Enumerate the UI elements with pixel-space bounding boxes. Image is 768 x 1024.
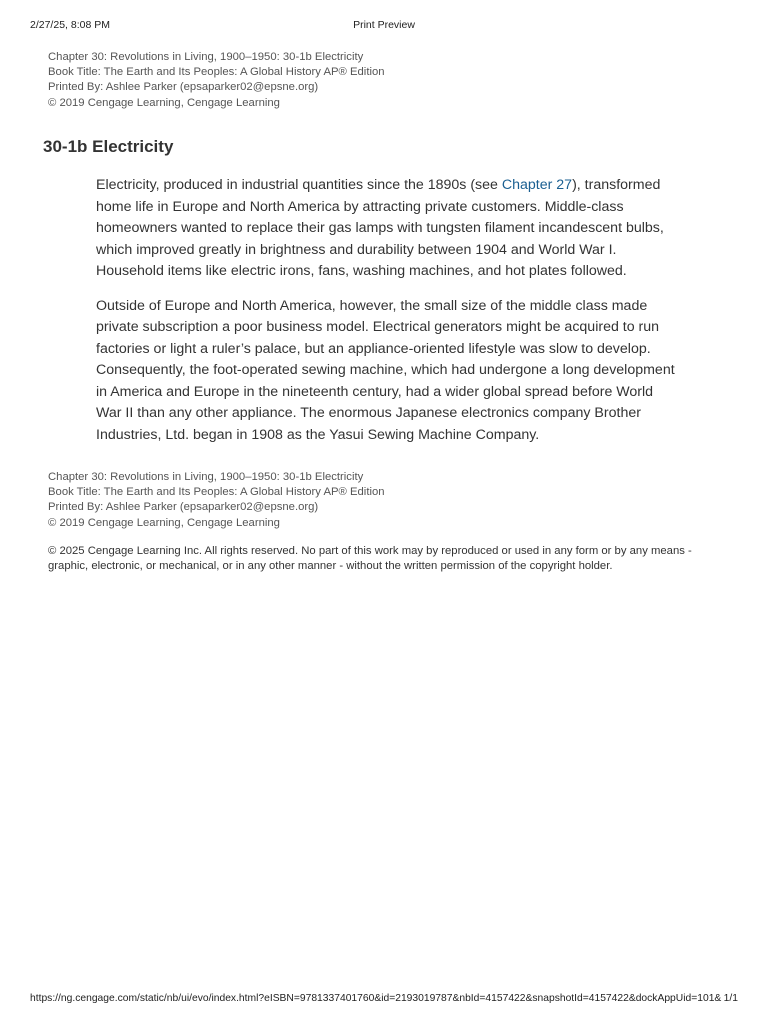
citation-copyright: © 2019 Cengage Learning, Cengage Learning (48, 96, 280, 109)
chapter-27-link[interactable]: Chapter 27 (501, 177, 573, 193)
paragraph-1-text-start: Electricity, produced in industrial quantities since the 1890s (see (96, 177, 502, 193)
citation-book-title: Book Title: The Earth and Its Peoples: A Global History AP® Edition (48, 486, 385, 499)
section-body (96, 175, 676, 459)
print-datetime: 2/27/25, 8:08 PM (30, 19, 110, 31)
citation-chapter: Chapter 30: Revolutions in Living, 1900–1950: 30-1b Electricity (48, 51, 364, 63)
paragraph-1 (96, 175, 676, 283)
section-heading: 30-1b Electricity (43, 137, 174, 156)
citation-copyright: © 2019 Cengage Learning, Cengage Learning (48, 516, 280, 529)
citation-footer (48, 470, 385, 531)
rights-notice: © 2025 Cengage Learning Inc. All rights reserved. No part of this work may by reproduced or used in any form or by any means - graphic, electronic, or mechanical, or in any other manner - without the written permission of the copyright holder. (48, 545, 692, 572)
citation-header (48, 50, 385, 111)
citation-book-title: Book Title: The Earth and Its Peoples: A Global History AP® Edition (48, 66, 385, 79)
citation-chapter: Chapter 30: Revolutions in Living, 1900–1950: 30-1b Electricity (48, 471, 364, 483)
page-url: https://ng.cengage.com/static/nb/ui/evo/index.html?eISBN=9781337401760&id=2193019787&nbId=4157422&snapshotId=4157422&dockAppUid=101& (30, 993, 722, 1004)
paragraph-2: Outside of Europe and North America, however, the small size of the middle class made private subscription a poor business model. Electrical generators might be acquired to run factories or light a ruler’s palace, but an appliance-oriented lifestyle was slow to develop. Consequently, the foot-operated sewing machine, which had undergone a long development in America and Europe in the nineteenth century, had a wider global spread before World War II than any other appliance. The enormous Japanese electronics company Brother Industries, Ltd. began in 1908 as the Yasui Sewing Machine Company. (96, 297, 675, 443)
paragraph-1-text-end: ), transformed home life in Europe and North America by attracting private customers. Middle-class homeowners wanted to replace their gas lamps with tungsten filament incandescent bulbs, which improved greatly in brightness and durability between 1904 and World War I. Household items like electric irons, fans, washing machines, and hot plates followed. (96, 177, 664, 279)
print-title: Print Preview (353, 19, 415, 31)
page-number: 1/1 (723, 993, 738, 1004)
citation-printed-by: Printed By: Ashlee Parker (epsaparker02@epsne.org) (48, 501, 319, 514)
citation-printed-by: Printed By: Ashlee Parker (epsaparker02@epsne.org) (48, 81, 319, 94)
